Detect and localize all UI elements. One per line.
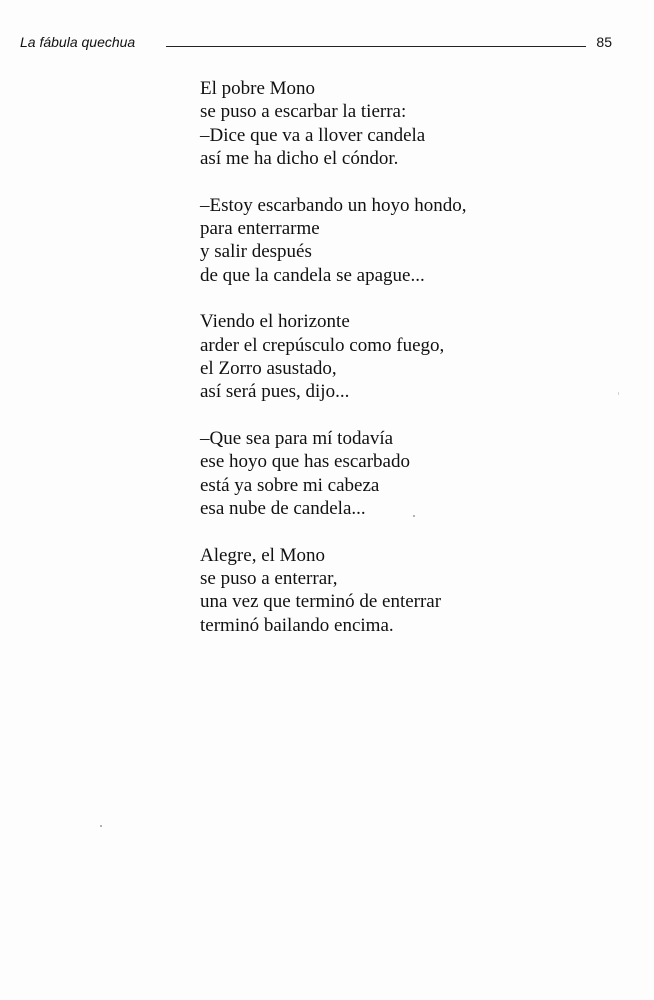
- verse-line: Alegre, el Mono: [200, 544, 326, 566]
- verse-line: se puso a enterrar,: [200, 567, 338, 589]
- verse-line: para enterrarme: [200, 218, 320, 240]
- verse-line: terminó bailando encima.: [200, 614, 394, 636]
- paper-speck: [618, 392, 619, 395]
- verse-line: una vez que terminó de enterrar: [200, 591, 442, 613]
- stanza-3: [200, 310, 560, 404]
- stanza-5: [200, 544, 560, 638]
- stanza-2: [200, 194, 560, 288]
- page-number: 85: [596, 34, 612, 50]
- stanza-1: [200, 77, 560, 171]
- verse-line: el Zorro asustado,: [200, 358, 337, 380]
- paper-speck: [100, 825, 102, 827]
- verse-line: –Estoy escarbando un hoyo hondo,: [200, 194, 467, 216]
- verse-line: y salir después: [200, 241, 312, 263]
- verse-line: así me ha dicho el cóndor.: [200, 148, 399, 170]
- stanza-4: [200, 427, 560, 521]
- verse-line: –Dice que va a llover candela: [200, 124, 426, 146]
- verse-line: El pobre Mono: [200, 78, 316, 99]
- running-header: [20, 33, 612, 55]
- verse-line: –Que sea para mí todavía: [200, 427, 394, 449]
- verse-line: de que la candela se apague...: [200, 264, 425, 286]
- running-title: La fábula quechua: [20, 34, 136, 50]
- verse-line: se puso a escarbar la tierra:: [200, 101, 407, 123]
- header-rule: [166, 46, 586, 47]
- verse-line: Viendo el horizonte: [200, 311, 350, 333]
- paper-speck: [413, 515, 415, 517]
- verse-line: está ya sobre mi cabeza: [200, 474, 380, 496]
- verse-line: esa nube de candela...: [200, 498, 366, 520]
- verse-line: ese hoyo que has escarbado: [200, 451, 410, 473]
- verse-line: arder el crepúsculo como fuego,: [200, 334, 445, 356]
- verse-line: así será pues, dijo...: [200, 381, 350, 403]
- poem: [200, 77, 560, 660]
